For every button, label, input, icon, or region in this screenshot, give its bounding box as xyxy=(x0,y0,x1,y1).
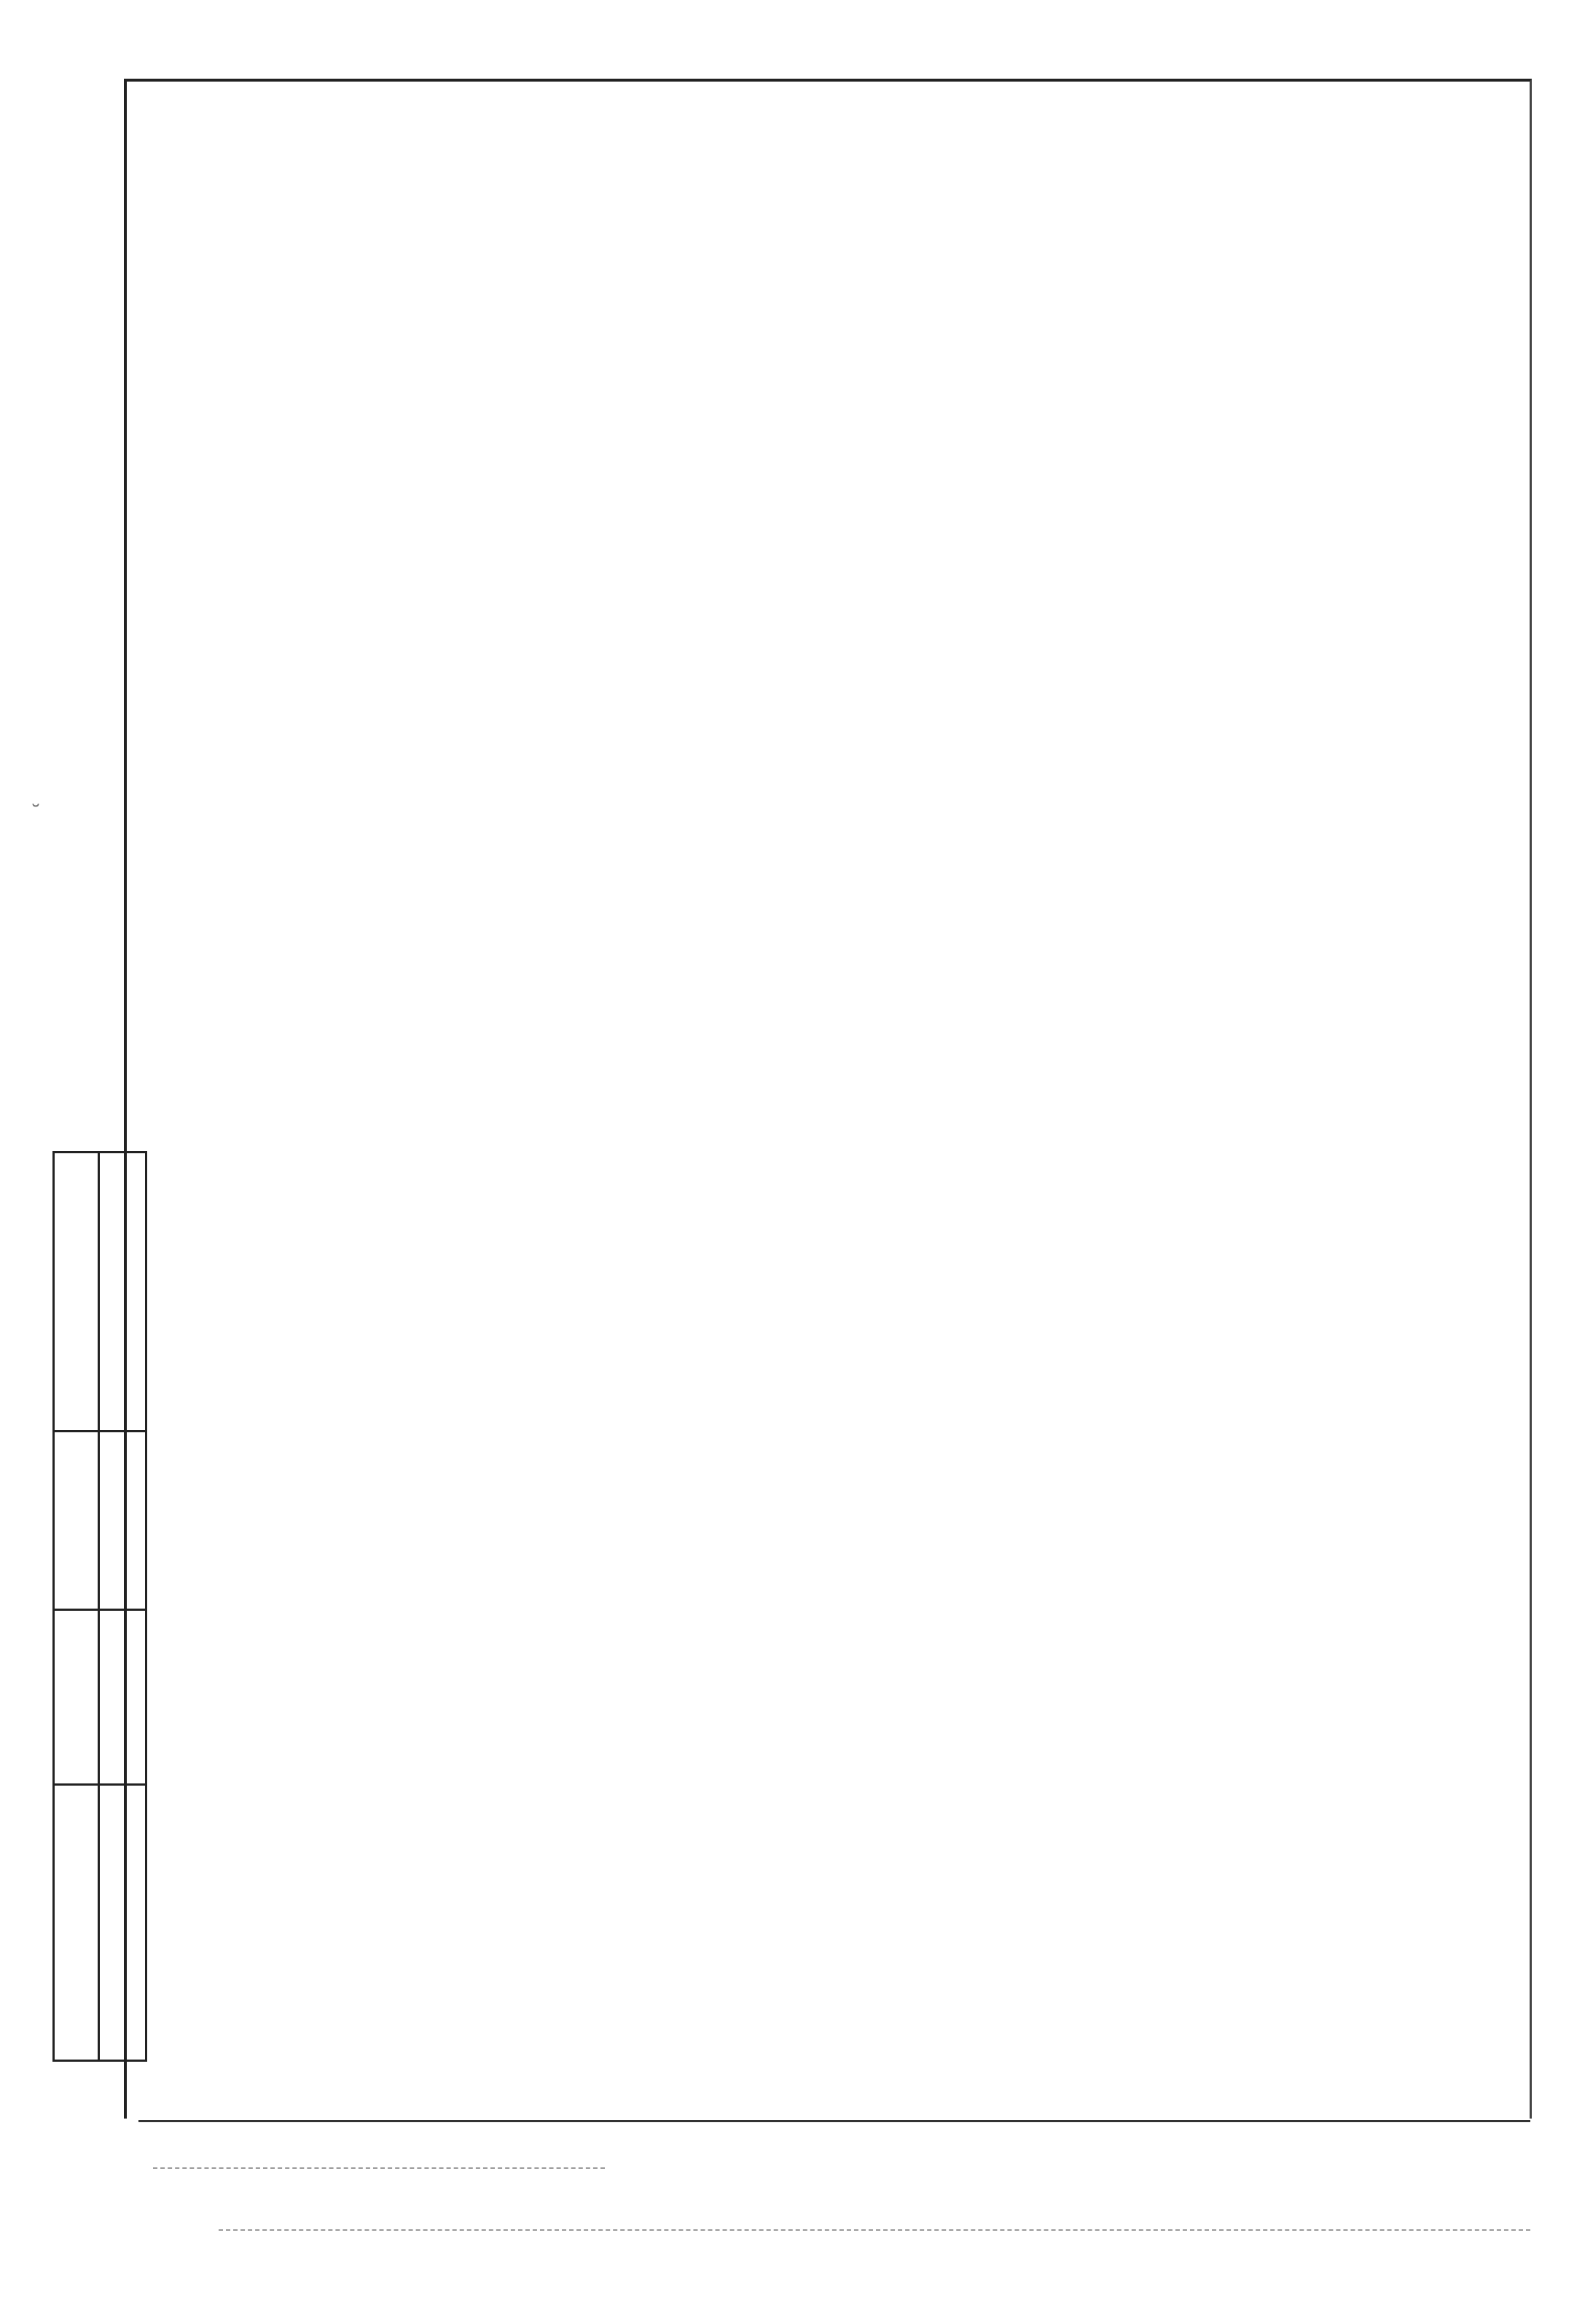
stamp-divider xyxy=(55,1783,146,1786)
page-frame xyxy=(124,79,1532,2119)
title-block-rule xyxy=(153,2167,605,2169)
scan-artifact: ˘ xyxy=(29,801,43,827)
title-block-rule xyxy=(219,2229,1530,2231)
stamp-label-column xyxy=(55,1153,100,2060)
approval-stamp-strip xyxy=(52,1151,147,2062)
stamp-divider xyxy=(55,1430,146,1432)
bottom-frame-rule xyxy=(138,2120,1530,2122)
stamp-divider xyxy=(55,1609,146,1611)
